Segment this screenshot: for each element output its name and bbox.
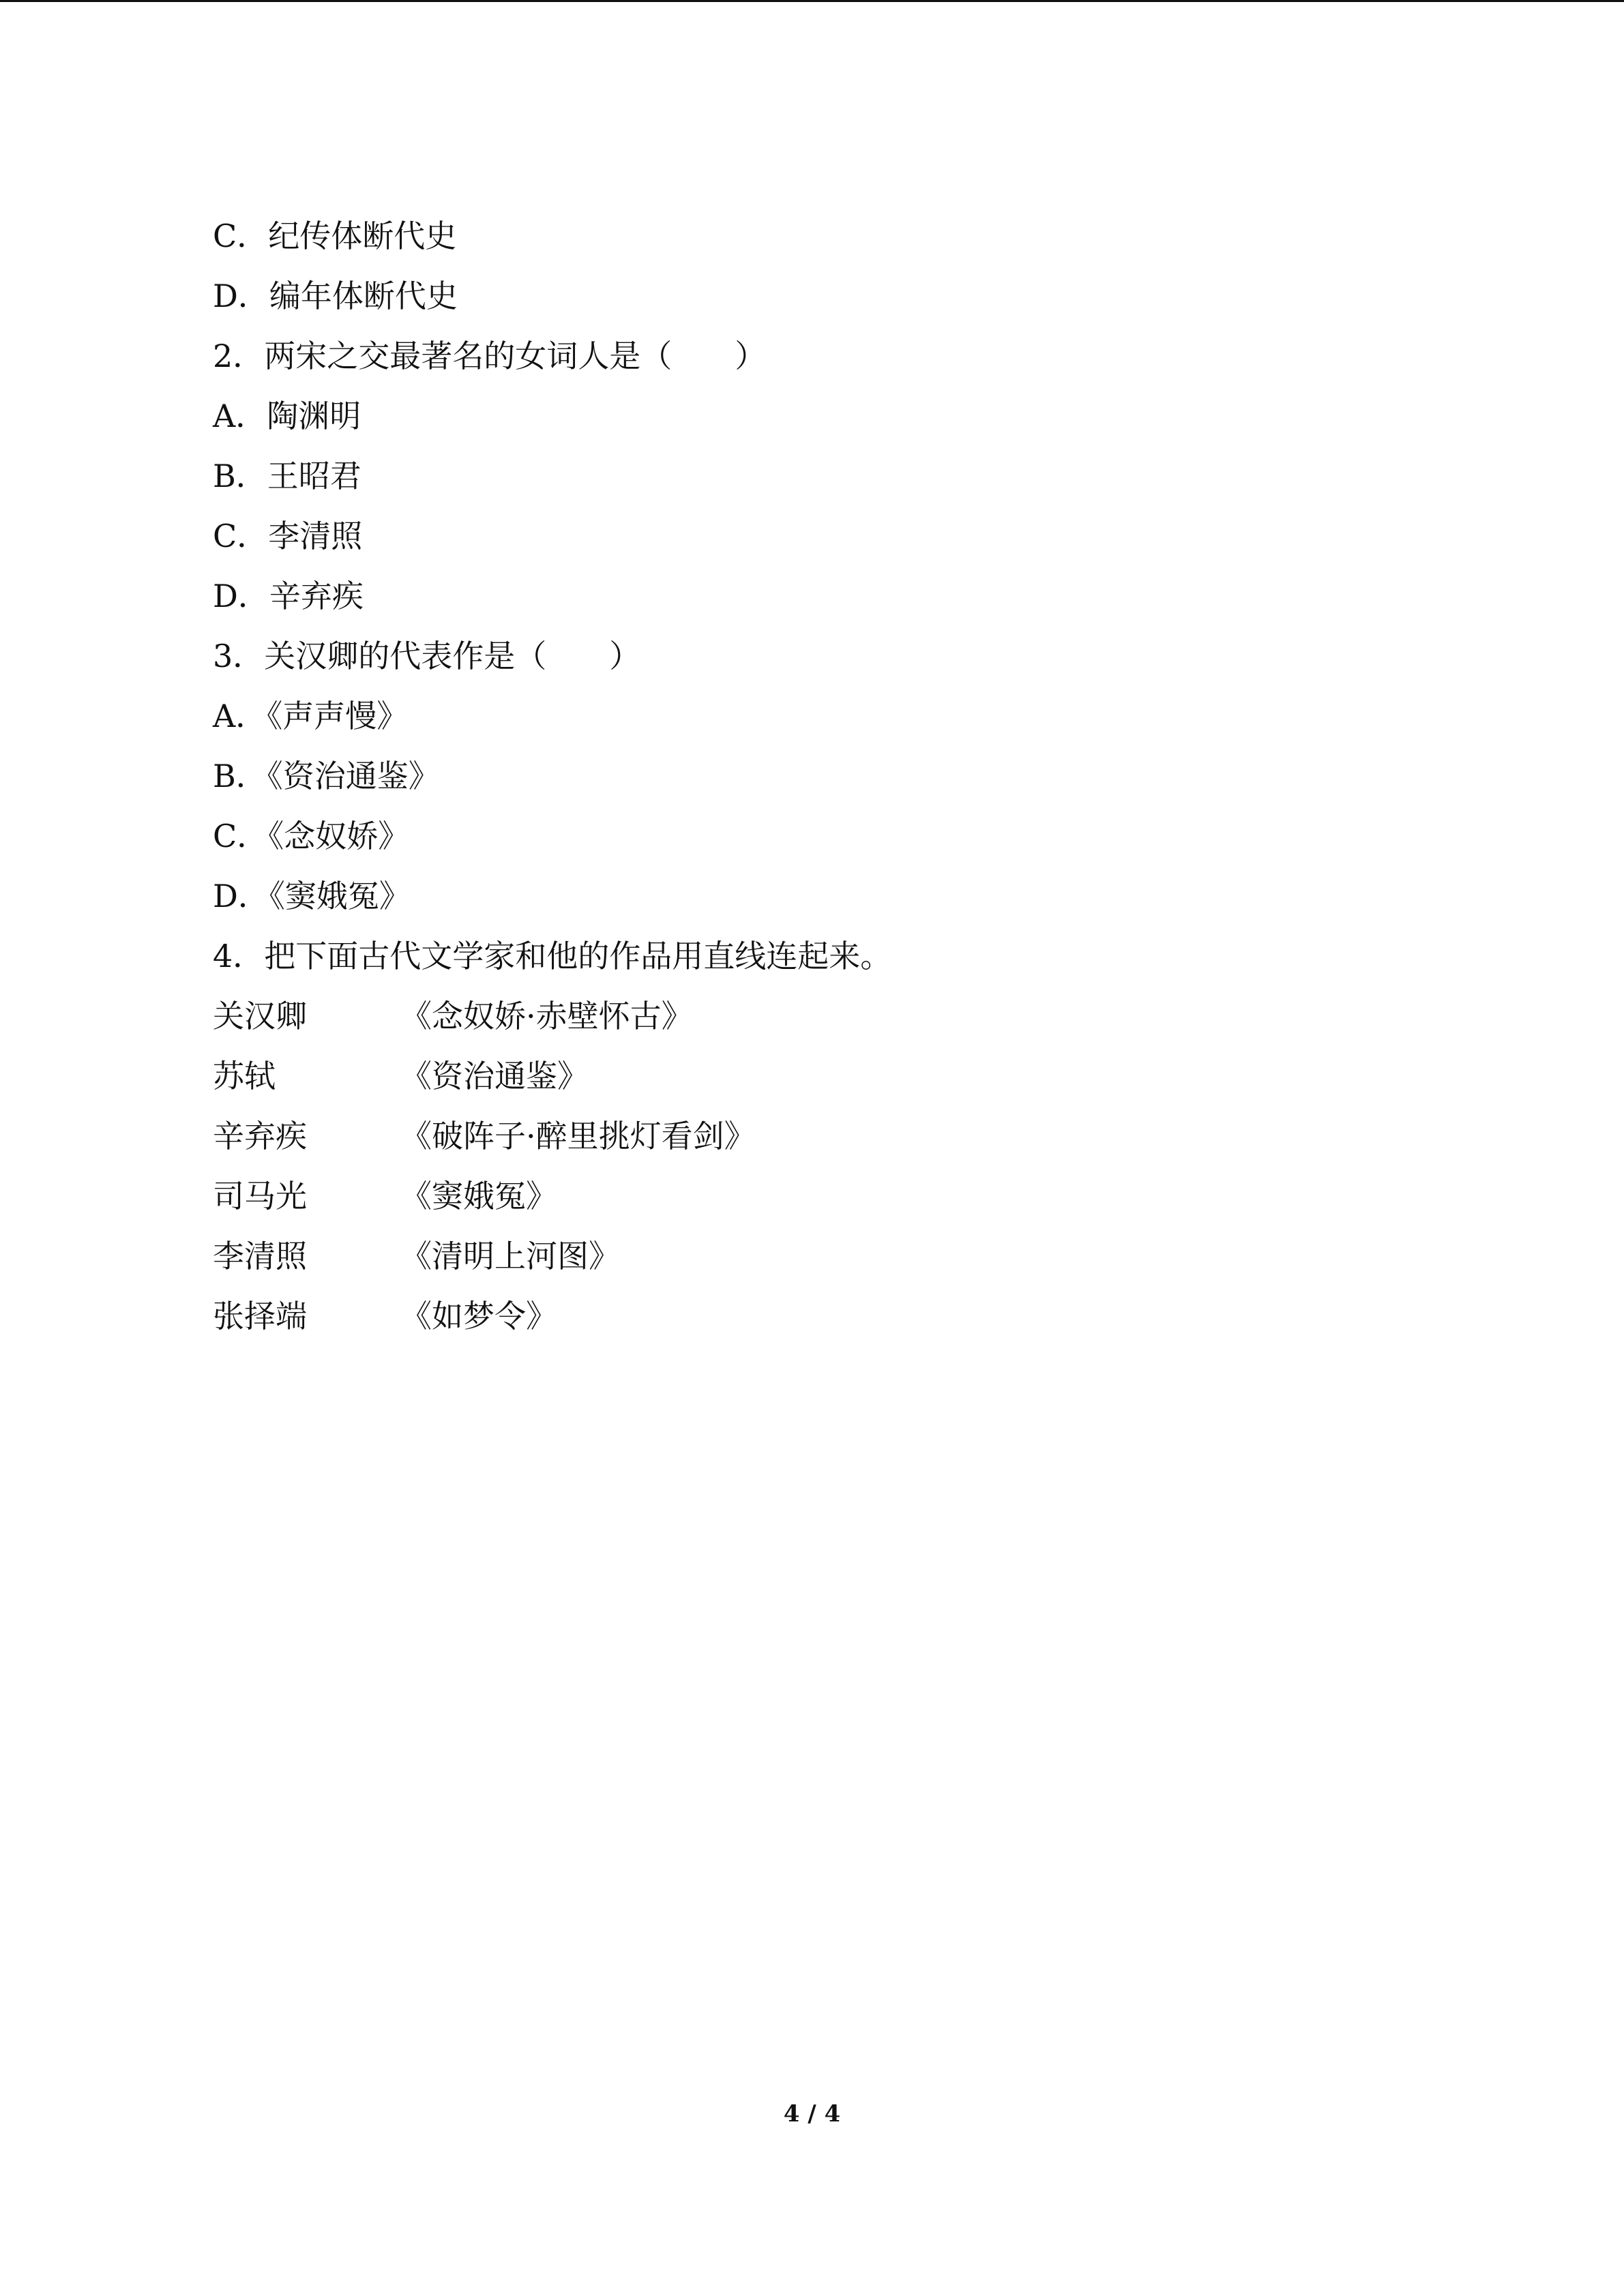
matching-row xyxy=(213,1286,1441,1346)
matching-row xyxy=(213,986,1441,1046)
matching-row xyxy=(213,1226,1441,1286)
matching-author: 关汉卿 xyxy=(213,998,307,1034)
option-d-q2: D．辛弃疾 xyxy=(213,578,364,614)
option-c-q3: C．《念奴娇》 xyxy=(213,818,410,854)
option-c-q1: C．纪传体断代史 xyxy=(213,218,457,254)
option-b-q2: B．王昭君 xyxy=(213,458,361,494)
matching-row xyxy=(213,1046,1441,1106)
matching-author: 辛弃疾 xyxy=(213,1118,307,1154)
option-a-q2: A．陶渊明 xyxy=(213,398,361,434)
matching-work: 《破阵子·醉里挑灯看剑》 xyxy=(400,1118,756,1154)
question-4: 4．把下面古代文学家和他的作品用直线连起来。 xyxy=(213,938,892,974)
matching-work: 《资治通鉴》 xyxy=(400,1058,589,1094)
option-d-q3: D．《窦娥冤》 xyxy=(213,878,411,914)
option-b-q3: B．《资治通鉴》 xyxy=(213,758,440,794)
document-content xyxy=(213,206,1441,1346)
question-3: 3．关汉卿的代表作是（ ） xyxy=(213,638,641,674)
matching-author: 司马光 xyxy=(213,1178,307,1214)
matching-work: 《清明上河图》 xyxy=(400,1238,620,1274)
matching-author: 苏轼 xyxy=(213,1058,276,1094)
matching-work: 《窦娥冤》 xyxy=(400,1178,557,1214)
matching-row xyxy=(213,1106,1441,1166)
option-a-q3: A．《声声慢》 xyxy=(213,698,409,734)
option-d-q1: D．编年体断代史 xyxy=(213,278,458,314)
page-number: 4 / 4 xyxy=(783,2100,841,2128)
matching-work: 《念奴娇·赤壁怀古》 xyxy=(400,998,693,1034)
matching-author: 张择端 xyxy=(213,1298,307,1335)
top-border-line xyxy=(0,0,1624,2)
question-2: 2．两宋之交最著名的女词人是（ ） xyxy=(213,338,767,374)
option-c-q2: C．李清照 xyxy=(213,518,363,554)
matching-author: 李清照 xyxy=(213,1238,307,1274)
matching-row xyxy=(213,1166,1441,1226)
matching-work: 《如梦令》 xyxy=(400,1298,557,1335)
